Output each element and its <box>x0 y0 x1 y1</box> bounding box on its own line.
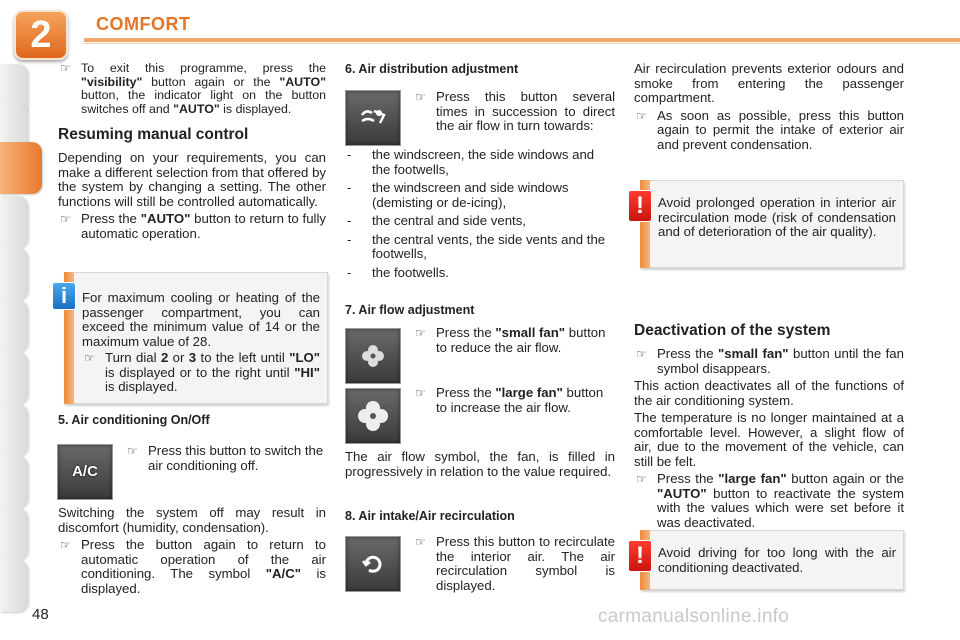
recirc-heading: 8. Air intake/Air recirculation <box>345 509 515 523</box>
pointing-hand-icon: ☞ <box>60 212 71 226</box>
pointing-hand-icon: ☞ <box>636 347 647 361</box>
recirculation-icon <box>346 537 400 591</box>
warning-text-recirc: Avoid prolonged operation in interior air recirculation mode (risk of condensation and of deterioration of the air quality). <box>658 195 896 239</box>
distribution-heading: 6. Air distribution adjustment <box>345 62 519 76</box>
large-fan-bullet: ☞ Press the "large fan" button to increase the air flow. <box>415 385 604 415</box>
pointing-hand-icon: ☞ <box>60 538 71 552</box>
small-fan-icon <box>346 329 400 383</box>
intro-bullet: ☞ To exit this programme, press the "visibility" button again or the "AUTO" button, the indicator light on the button switches off and "AUTO" is displayed. <box>60 61 326 116</box>
pointing-hand-icon: ☞ <box>127 444 138 458</box>
pointing-hand-icon: ☞ <box>415 535 426 549</box>
pointing-hand-icon: ☞ <box>415 326 426 340</box>
pointing-hand-icon: ☞ <box>415 386 426 400</box>
warning-icon: ! <box>628 190 652 222</box>
flow-heading: 7. Air flow adjustment <box>345 303 475 317</box>
small-fan-bullet: ☞ Press the "small fan" button to reduce the air flow. <box>415 325 606 355</box>
ac-bullet: ☞ Press this button to switch the air conditioning off. <box>127 443 324 473</box>
chapter-tab-10[interactable] <box>0 508 28 560</box>
distribution-list <box>345 148 615 284</box>
deactivation-section: ☞ Press the "small fan" button until the fan symbol disappears. This action deactivates all of the functions of the air conditioning system. The temperature is no longer maintained at a comfortable level. However, a slight flow of air, due to the movement of the vehicle, can still be felt. ☞ Press the "large fan" button again or the "AUTO" button to reactivate the system with the values which were set before it was deactivated. <box>634 346 904 530</box>
small-fan-button-image <box>345 328 401 384</box>
ac-heading: 5. Air conditioning On/Off <box>58 413 210 427</box>
list-item: - the windscreen and side windows (demisting or de-icing), <box>347 180 569 210</box>
recirc-button-image <box>345 536 401 592</box>
chapter-tab-8[interactable] <box>0 404 28 456</box>
resuming-heading: Resuming manual control <box>58 126 249 143</box>
chapter-tab-11[interactable] <box>0 560 28 612</box>
chapter-tab-7[interactable] <box>0 352 28 404</box>
resuming-bullet: ☞ Press the "AUTO" button to return to fully automatic operation. <box>60 211 327 241</box>
warning-icon: ! <box>628 540 652 572</box>
chapter-badge: 2 <box>14 10 68 60</box>
watermark: carmanualsonline.info <box>598 606 790 627</box>
distribution-button-image <box>345 90 401 146</box>
pointing-hand-icon: ☞ <box>60 61 71 75</box>
page-title: COMFORT <box>96 14 191 34</box>
chapter-tab-5[interactable] <box>0 248 28 300</box>
chapter-tab-4[interactable] <box>0 196 28 248</box>
warning-text-deactivated: Avoid driving for too long with the air conditioning deactivated. <box>658 545 896 575</box>
air-distribution-icon <box>346 91 400 145</box>
resuming-paragraph: Depending on your requirements, you can make a different selection from that offered by the system by changing a setting. The other functions will still be controlled automatically. <box>58 150 326 209</box>
chapter-tab-9[interactable] <box>0 456 28 508</box>
list-item: - the footwells. <box>347 264 449 280</box>
large-fan-button-image <box>345 388 401 444</box>
info-box-content: For maximum cooling or heating of the passenger compartment, you can exceed the minimum value of 14 or the maximum value of 28. ☞ Turn dial 2 or 3 to the left until "LO" is displayed or to the right until "HI" is displayed. <box>82 290 321 394</box>
chapter-tab-active[interactable] <box>0 142 42 194</box>
resuming-section <box>58 151 326 241</box>
pointing-hand-icon: ☞ <box>84 351 95 365</box>
pointing-hand-icon: ☞ <box>636 108 647 123</box>
recirc-bullet: ☞ Press this button to recirculate the interior air. The air recirculation symbol is displayed. <box>415 534 615 593</box>
ac-button-image: A/C <box>57 444 113 500</box>
list-item: - the windscreen, the side windows and the footwells, <box>347 147 595 177</box>
list-item: - the central and side vents, <box>347 213 526 228</box>
distribution-bullet: ☞ Press this button several times in succession to direct the air flow in turn towards: <box>415 89 615 133</box>
chapter-tab-6[interactable] <box>0 300 28 352</box>
large-fan-icon <box>346 389 400 443</box>
pointing-hand-icon: ☞ <box>415 90 426 104</box>
recirc-continued: Air recirculation prevents exterior odours and smoke from entering the passenger compartment. ☞ As soon as possible, press this button again to permit the intake of exterior air and prevent condensation. <box>634 61 904 152</box>
deactivation-heading: Deactivation of the system <box>634 322 831 339</box>
info-icon: i <box>52 282 76 310</box>
flow-paragraph: The air flow symbol, the fan, is filled in progressively in relation to the value required. <box>345 449 615 479</box>
page-number: 48 <box>32 606 49 623</box>
pointing-hand-icon: ☞ <box>636 472 647 486</box>
header-rule-thin <box>84 43 960 44</box>
list-item: - the central vents, the side vents and the footwells, <box>347 231 606 261</box>
header-rule <box>84 38 960 42</box>
ac-section-text: Switching the system off may result in discomfort (humidity, condensation). ☞ Press the button again to return to automatic operation of the air conditioning. The symbol "A/C" is displayed. <box>58 505 326 596</box>
